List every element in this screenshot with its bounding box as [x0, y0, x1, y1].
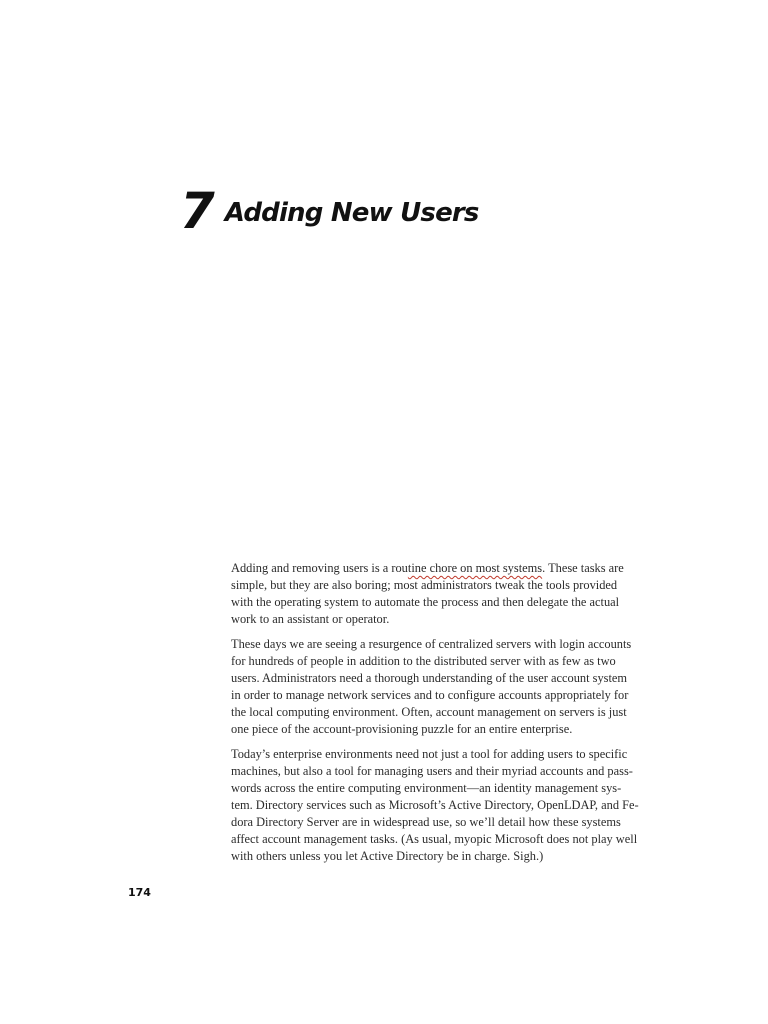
paragraph-1: [231, 560, 641, 628]
body-text: [231, 560, 641, 873]
text-line: tem. Directory services such as Microsoft’s Active Directory, OpenLDAP, and Fe-: [231, 798, 639, 812]
text-line: Today’s enterprise environments need not just a tool for adding users to specific: [231, 747, 628, 761]
text-line: in order to manage network services and to configure accounts appropriately for: [231, 688, 629, 702]
text-line: words across the entire computing environment—an identity management sys-: [231, 781, 622, 795]
paragraph-2: [231, 636, 641, 738]
handwritten-underline-annotation: tine chore on most systems: [407, 561, 543, 575]
text-line: machines, but also a tool for managing users and their myriad accounts and pass-: [231, 764, 633, 778]
chapter-number: 7: [180, 182, 215, 240]
text-segment: Adding and removing users is a rou: [231, 561, 408, 575]
text-line: [231, 560, 641, 577]
paragraph-3: [231, 746, 641, 865]
text-line: work to an assistant or operator.: [231, 612, 390, 626]
text-line: for hundreds of people in addition to the distributed server with as few as two: [231, 654, 616, 668]
text-line: users. Administrators need a thorough understanding of the user account system: [231, 671, 628, 685]
chapter-heading: [180, 182, 479, 240]
text-line: affect account management tasks. (As usual, myopic Microsoft does not play well: [231, 832, 638, 846]
text-line: simple, but they are also boring; most administrators tweak the tools provided: [231, 578, 618, 592]
text-line: dora Directory Server are in widespread use, so we’ll detail how these systems: [231, 815, 621, 829]
text-line: with the operating system to automate the process and then delegate the actual: [231, 595, 620, 609]
page-number: 174: [128, 886, 151, 899]
text-line: These days we are seeing a resurgence of centralized servers with login accounts: [231, 637, 632, 651]
text-line: the local computing environment. Often, account management on servers is just: [231, 705, 627, 719]
text-segment: . These tasks are: [542, 561, 624, 575]
chapter-title: Adding New Users: [224, 198, 479, 228]
text-line: with others unless you let Active Directory be in charge. Sigh.): [231, 849, 544, 863]
text-line: one piece of the account-provisioning puzzle for an entire enterprise.: [231, 722, 573, 736]
